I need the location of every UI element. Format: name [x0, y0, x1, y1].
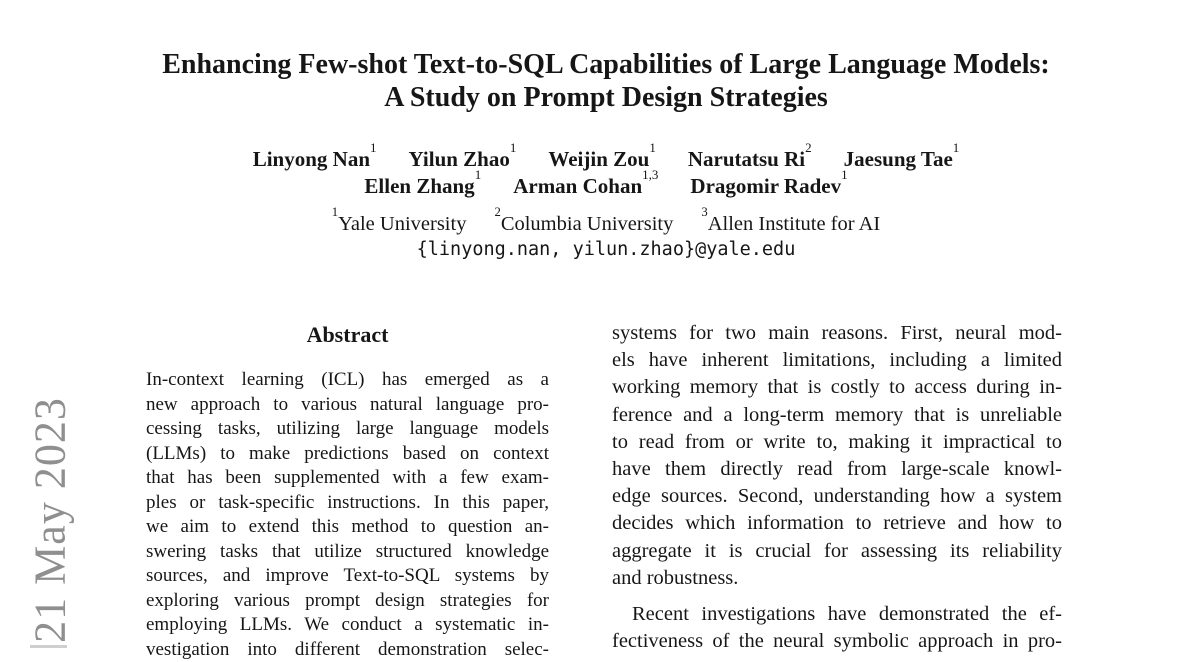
body-text-line: aggregate it is crucial for assessing its reliability	[612, 538, 1062, 565]
abstract-body	[146, 368, 549, 662]
body-paragraph	[612, 601, 1062, 655]
affiliation-superscript: 3	[701, 205, 707, 219]
author-name	[548, 147, 655, 171]
abstract-text-line: cessing tasks, utilizing large language models	[146, 417, 549, 442]
body-text-line: fectiveness of the neural symbolic approach in pro-	[612, 628, 1062, 655]
abstract-text-line: ples or task-specific instructions. In this paper,	[146, 491, 549, 516]
author-affiliation-superscript: 1	[510, 140, 517, 155]
abstract-text-line: vestigation into different demonstration selec-	[146, 638, 549, 662]
author-list	[146, 146, 1066, 200]
abstract-section	[146, 322, 549, 662]
author-affiliation-superscript: 1	[649, 140, 656, 155]
author-name-text: Yilun Zhao	[409, 147, 510, 171]
author-name-text: Narutatsu Ri	[688, 147, 805, 171]
author-name	[364, 174, 481, 198]
body-text-line: els have inherent limitations, including a limited	[612, 347, 1062, 374]
abstract-text-line: In-context learning (ICL) has emerged as a	[146, 368, 549, 393]
body-text-line: have them directly read from large-scale knowl-	[612, 456, 1062, 483]
contact-email: {linyong.nan, yilun.zhao}@yale.edu	[146, 238, 1066, 262]
author-name-text: Jaesung Tae	[844, 147, 953, 171]
author-name	[513, 174, 658, 198]
affiliation-name: Columbia University	[501, 213, 674, 235]
abstract-text-line: sources, and improve Text-to-SQL systems by	[146, 564, 549, 589]
abstract-text-line: exploring various prompt design strategies for	[146, 589, 549, 614]
paper-content	[146, 0, 1066, 648]
author-affiliation-superscript: 1	[953, 140, 960, 155]
author-row	[146, 146, 1066, 173]
author-name-text: Arman Cohan	[513, 174, 642, 198]
body-text-line: to read from or write to, making it impractical to	[612, 429, 1062, 456]
introduction-column	[612, 320, 1062, 655]
affiliation-superscript: 1	[332, 205, 338, 219]
body-text-line: systems for two main reasons. First, neural mod-	[612, 320, 1062, 347]
author-name	[690, 174, 847, 198]
affiliation-item	[332, 213, 467, 235]
abstract-text-line: swering tasks that utilize structured knowledge	[146, 540, 549, 565]
body-text-line: Recent investigations have demonstrated the ef-	[612, 601, 1062, 628]
paper-title-line: A Study on Prompt Design Strategies	[146, 81, 1066, 114]
abstract-text-line: we aim to extend this method to question an-	[146, 515, 549, 540]
author-name-text: Ellen Zhang	[364, 174, 474, 198]
affiliation-name: Allen Institute for AI	[708, 213, 881, 235]
author-name	[253, 147, 377, 171]
arxiv-date-watermark: 21 May 2023	[25, 397, 76, 643]
author-affiliation-superscript: 1,3	[642, 167, 658, 182]
body-text-line: edge sources. Second, understanding how a system	[612, 483, 1062, 510]
paper-title	[146, 48, 1066, 114]
affiliation-item	[494, 213, 673, 235]
body-text-line: working memory that is costly to access during in-	[612, 374, 1062, 401]
author-name	[409, 147, 517, 171]
author-affiliation-superscript: 2	[805, 140, 812, 155]
affiliation-name: Yale University	[338, 213, 466, 235]
abstract-text-line: that has been supplemented with a few exam-	[146, 466, 549, 491]
paper-title-line: Enhancing Few-shot Text-to-SQL Capabilities of Large Language Models:	[146, 48, 1066, 81]
author-name-text: Weijin Zou	[548, 147, 649, 171]
affiliation-superscript: 2	[494, 205, 500, 219]
body-text-line: decides which information to retrieve and how to	[612, 510, 1062, 537]
author-name	[688, 147, 812, 171]
author-affiliation-superscript: 1	[841, 167, 848, 182]
author-name-text: Linyong Nan	[253, 147, 370, 171]
author-name	[844, 147, 960, 171]
body-paragraph	[612, 320, 1062, 592]
abstract-heading: Abstract	[146, 322, 549, 348]
abstract-text-line: (LLMs) to make predictions based on context	[146, 442, 549, 467]
affiliation-list	[146, 211, 1066, 237]
affiliation-item	[701, 213, 880, 235]
body-text-line: ference and a long-term memory that is unreliable	[612, 402, 1062, 429]
author-row	[146, 173, 1066, 200]
author-affiliation-superscript: 1	[475, 167, 482, 182]
abstract-text-line: employing LLMs. We conduct a systematic in-	[146, 613, 549, 638]
author-affiliation-superscript: 1	[370, 140, 377, 155]
abstract-text-line: new approach to various natural language pro-	[146, 393, 549, 418]
author-name-text: Dragomir Radev	[690, 174, 841, 198]
body-text-line: and robustness.	[612, 565, 1062, 592]
